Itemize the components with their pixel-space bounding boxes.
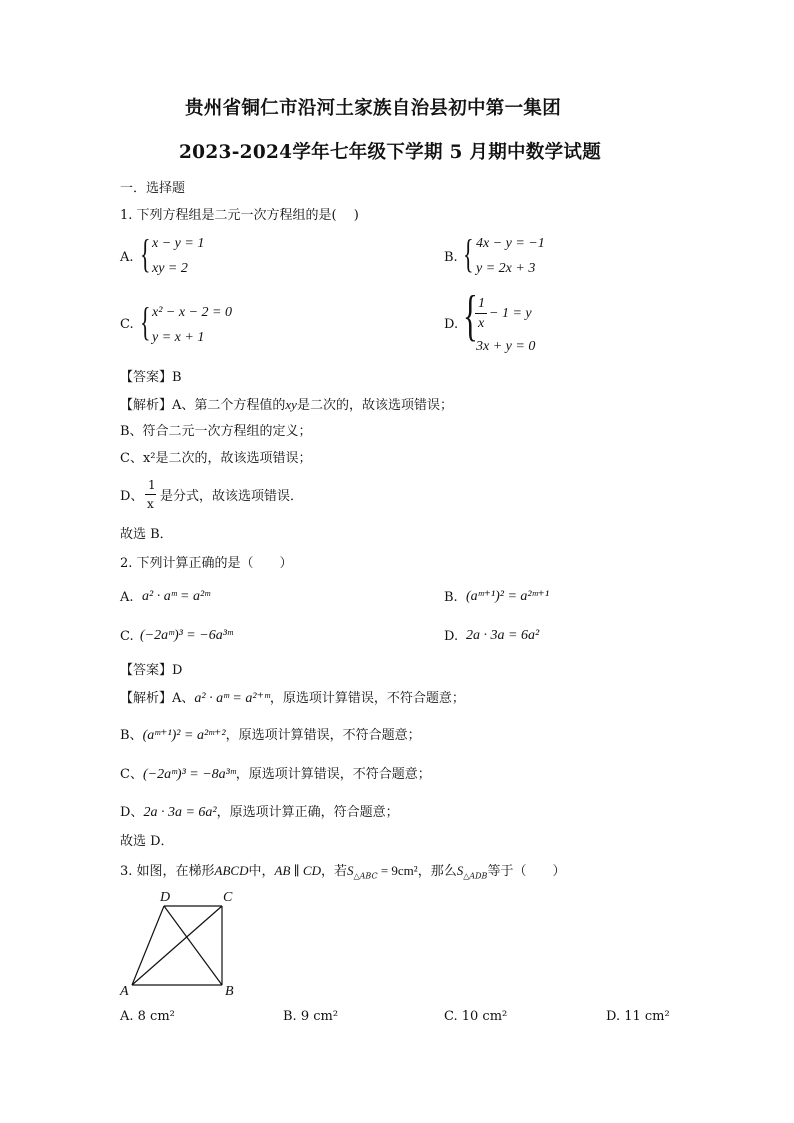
q2-option-a-label: A. <box>120 590 134 605</box>
q1-option-c-eq2: y = x + 1 <box>152 330 205 345</box>
q1-analysis-a <box>120 398 453 412</box>
q2-analysis-d-suffix: ，原选项计算正确，符合题意； <box>216 805 399 820</box>
q1-option-d-eq1-rest: − 1 = y <box>489 306 532 321</box>
q2-option-a-expr: a² · aᵐ = a²ᵐ <box>142 589 211 604</box>
q1-analysis-c: C、x²是二次的，故该选项错误； <box>120 451 312 466</box>
q1-option-a-label: A. <box>120 250 134 265</box>
q2-analysis-b-expr: (aᵐ⁺¹)² = a²ᵐ⁺² <box>142 728 226 743</box>
q1-option-b-brace: { <box>463 231 474 276</box>
q1-option-d-frac-den: x <box>478 316 485 331</box>
q2-option-d-label: D. <box>444 629 459 644</box>
q3-stem-b: 中， <box>248 864 275 879</box>
q1-option-c-brace: { <box>140 299 151 344</box>
q3-diagonal-db <box>164 906 222 985</box>
q1-analysis-d-suffix: 是分式，故该选项错误． <box>160 489 304 504</box>
section-heading: 一．选择题 <box>120 181 186 196</box>
q2-analysis-d-prefix: D、 <box>120 805 144 820</box>
q3-stem-e: 等于（ ） <box>487 864 566 879</box>
q3-diagonal-ac <box>132 906 222 985</box>
q1-option-a-brace: { <box>140 231 151 276</box>
q2-option-b-expr: (aᵐ⁺¹)² = a²ᵐ⁺¹ <box>466 589 550 604</box>
q1-analysis-a-head: 【解析】A、第二个方程值的 <box>120 398 286 413</box>
q1-option-a-eq1: x − y = 1 <box>152 236 205 251</box>
q1-option-d-brace: { <box>463 285 478 347</box>
q3-option-c: C. 10 cm² <box>444 1009 508 1024</box>
q1-option-c-label: C. <box>120 317 134 332</box>
q1-option-b-eq1: 4x − y = −1 <box>476 236 545 251</box>
q1-conclusion: 故选 B． <box>120 527 173 542</box>
q1-stem: 1. 下列方程组是二元一次方程组的是( ) <box>120 208 359 223</box>
q1-option-b-label: B. <box>444 250 458 265</box>
q3-option-d: D. 11 cm² <box>606 1009 670 1024</box>
q2-analysis-b-prefix: B、 <box>120 728 143 743</box>
q1-option-a-eq2: xy = 2 <box>152 261 188 276</box>
q3-s-abc: S <box>346 863 354 878</box>
q3-s-abc-val: = 9cm² <box>377 863 418 878</box>
q3-label-a: A <box>120 984 129 999</box>
q3-label-b: B <box>225 984 234 999</box>
q3-s-abc-sub: △ABC <box>353 871 378 881</box>
q2-analysis-c-suffix: ，原选项计算错误，不符合题意； <box>235 767 431 782</box>
q1-analysis-a-tail: 是二次的，故该选项错误； <box>296 398 453 413</box>
q2-option-c-expr: (−2aᵐ)³ = −6a³ᵐ <box>140 628 233 643</box>
q2-analysis-c <box>120 768 431 782</box>
q2-analysis-b <box>120 729 421 743</box>
q1-option-c-eq1: x² − x − 2 = 0 <box>152 305 232 320</box>
q2-analysis-c-expr: (−2aᵐ)³ = −8a³ᵐ <box>142 767 236 782</box>
q2-conclusion: 故选 D． <box>120 834 174 849</box>
q1-option-d-label: D. <box>444 317 459 332</box>
q1-option-b-eq2: y = 2x + 3 <box>476 261 536 276</box>
q1-option-d-frac-bar <box>475 313 487 314</box>
doc-title-line1: 贵州省铜仁市沿河土家族自治县初中第一集团 <box>185 98 562 119</box>
q1-option-d-eq2: 3x + y = 0 <box>476 339 536 354</box>
q3-stem-c: ，若 <box>320 864 347 879</box>
q2-option-d-expr: 2a · 3a = 6a² <box>466 628 540 643</box>
q2-stem: 2. 下列计算正确的是（ ） <box>120 556 293 571</box>
q3-stem-d: ，那么 <box>417 864 457 879</box>
q1-answer: 【答案】B <box>120 370 182 385</box>
q1-analysis-xy: xy <box>285 397 297 412</box>
q3-label-c: C <box>223 890 233 905</box>
q2-analysis-c-prefix: C、 <box>120 767 143 782</box>
doc-title-line2: 2023-2024学年七年级下学期 5 月期中数学试题 <box>179 142 602 163</box>
q1-analysis-d-num: 1 <box>148 478 156 492</box>
q1-analysis-d-bar <box>145 494 156 495</box>
q2-analysis-a-prefix: 【解析】A、 <box>120 691 195 706</box>
q3-label-d: D <box>160 890 171 905</box>
q2-analysis-d-expr: 2a · 3a = 6a² <box>143 805 217 820</box>
q2-analysis-d <box>120 806 399 820</box>
q2-option-c-label: C. <box>120 629 134 644</box>
q1-analysis-d-den: x <box>147 497 154 511</box>
q3-stem-a: 3. 如图，在梯形 <box>120 864 215 879</box>
q3-option-b: B. 9 cm² <box>283 1009 339 1024</box>
q3-s-adb-sub: △ADB <box>463 871 488 881</box>
q2-option-b-label: B. <box>444 590 458 605</box>
q3-parallel: AB ∥ CD <box>274 863 321 878</box>
q1-analysis-d-prefix: D、 <box>120 489 144 504</box>
q3-stem <box>120 864 565 881</box>
q2-answer: 【答案】D <box>120 663 183 678</box>
q1-option-d-frac-num: 1 <box>478 296 485 311</box>
q3-abcd: ABCD <box>214 863 249 878</box>
q2-analysis-b-suffix: ，原选项计算错误，不符合题意； <box>225 728 421 743</box>
q2-analysis-a <box>120 692 465 706</box>
q3-s-adb: S <box>456 863 464 878</box>
q2-analysis-a-expr: a² · aᵐ = a²⁺ᵐ <box>194 691 270 706</box>
q2-analysis-a-suffix: ，原选项计算错误，不符合题意； <box>269 691 465 706</box>
q3-edge-ad <box>132 906 164 985</box>
q1-analysis-b: B、符合二元一次方程组的定义； <box>120 424 312 439</box>
q3-option-a: A. 8 cm² <box>120 1009 175 1024</box>
